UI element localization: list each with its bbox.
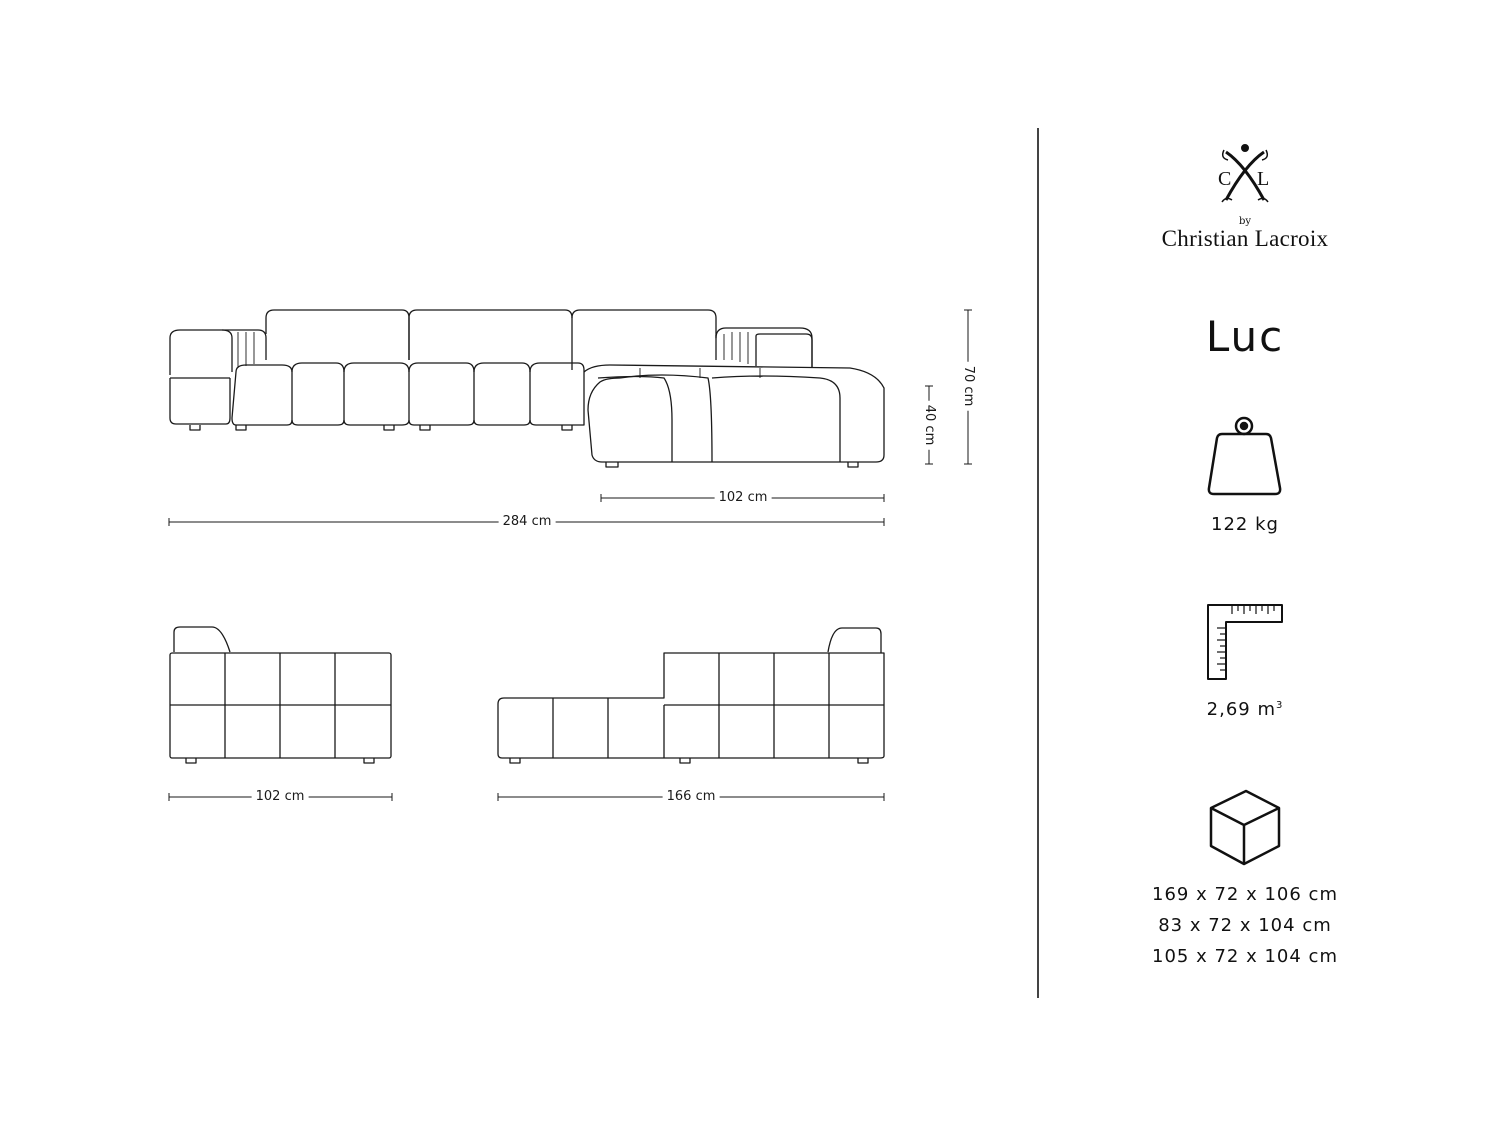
weight-value: 122 kg [1211, 514, 1279, 535]
volume-value [1110, 699, 1380, 720]
sofa-front-view [170, 310, 884, 467]
svg-text:L: L [1257, 168, 1270, 190]
dim-total-width: 284 cm [499, 514, 556, 530]
dim-total-height: 70 cm [960, 362, 976, 411]
ruler-icon [1208, 605, 1282, 679]
brand-name: Christian Lacroix [1161, 226, 1329, 251]
box-icon [1211, 791, 1279, 864]
package-dimensions-3: 105 x 72 x 104 cm [1152, 946, 1338, 967]
dim-side-depth: 102 cm [252, 789, 309, 805]
volume-number: 2,69 m [1206, 699, 1276, 720]
weight-icon [1209, 418, 1280, 494]
svg-text:C: C [1218, 168, 1232, 190]
product-name: Luc [1205, 312, 1285, 361]
package-dimensions-2: 83 x 72 x 104 cm [1158, 915, 1332, 936]
dim-seat-height: 40 cm [921, 401, 937, 450]
volume-superscript: 3 [1275, 700, 1284, 711]
brand-by: by [1238, 216, 1252, 227]
sofa-chaise-side-view [498, 628, 884, 763]
vertical-divider [1037, 128, 1039, 998]
sofa-side-view [170, 627, 391, 763]
dim-chaise-depth: 166 cm [663, 789, 720, 805]
package-dimensions-1: 169 x 72 x 106 cm [1152, 884, 1338, 905]
dimension-lines [169, 310, 972, 801]
dim-chaise-width: 102 cm [715, 490, 772, 506]
brand-monogram-logo [1218, 145, 1269, 202]
